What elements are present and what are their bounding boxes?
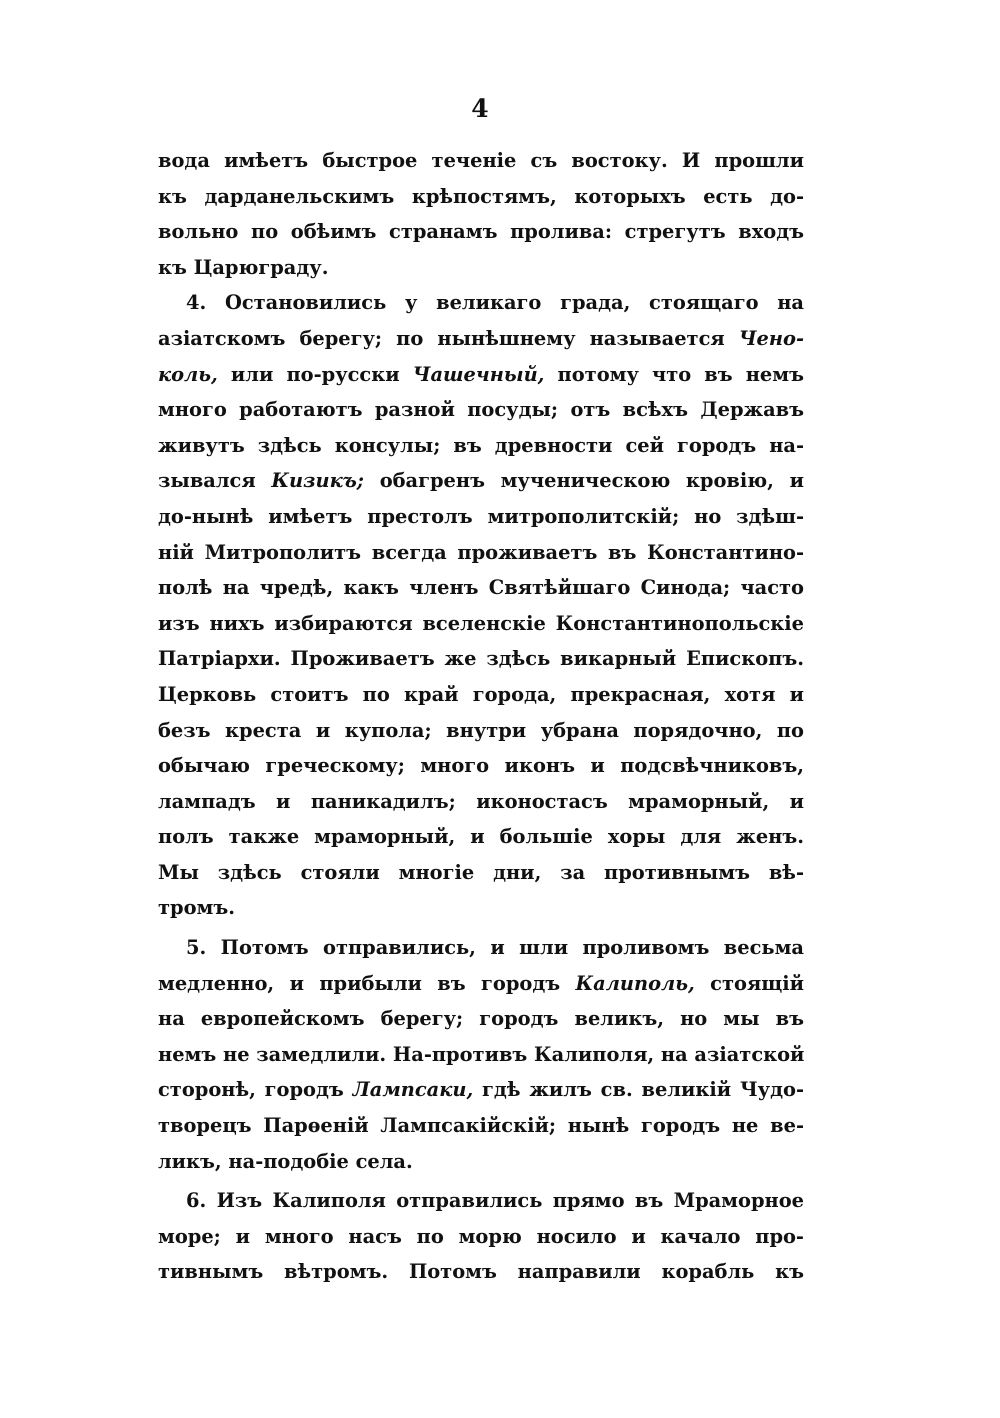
paragraph-3 bbox=[158, 930, 804, 1179]
paragraph-4 bbox=[158, 1183, 804, 1290]
text-line: живутъ здѣсь консулы; въ древности сей городъ на- bbox=[158, 433, 804, 457]
text-line: сторонѣ, городъ Лампсаки, гдѣ жилъ св. великій Чудо- bbox=[158, 1078, 804, 1102]
text-line: вода имѣетъ быстрое теченіе съ востоку. И прошли bbox=[158, 149, 804, 172]
text-line: обычаю греческому; много иконъ и подсвѣчниковъ, bbox=[158, 754, 804, 778]
text-line: лампадъ и паникадилъ; иконостасъ мраморный, и bbox=[158, 789, 804, 813]
text-line: на европейскомъ берегу; городъ великъ, но мы въ bbox=[158, 1007, 804, 1031]
text-line: 6. Изъ Калиполя отправились прямо въ Мраморное bbox=[186, 1189, 804, 1213]
text-line: къ дарданельскимъ крѣпостямъ, которыхъ есть до- bbox=[158, 184, 804, 208]
place-name: Кизикъ; bbox=[271, 469, 364, 493]
text-line: вольно по обѣимъ странамъ пролива: стрегутъ входъ bbox=[158, 220, 804, 244]
body-text bbox=[158, 143, 804, 1290]
place-name: Лампсаки, bbox=[352, 1078, 474, 1102]
text-line: къ Царюграду. bbox=[158, 255, 329, 279]
text-line: тивнымъ вѣтромъ. Потомъ направили корабль къ bbox=[158, 1260, 804, 1284]
place-name: Калиполь, bbox=[575, 971, 695, 995]
text-line: 4. Остановились у великаго града, стоящаго на bbox=[186, 291, 804, 315]
text-line: немъ не замедлили. На-противъ Калиполя, на азіатской bbox=[158, 1042, 805, 1066]
text-line: коль, или по-русски Чашечный, потому что въ немъ bbox=[158, 362, 804, 386]
place-name: коль, bbox=[158, 362, 218, 386]
text-line: Мы здѣсь стояли многіе дни, за противнымъ вѣ- bbox=[158, 860, 804, 884]
place-name: Чено- bbox=[738, 326, 804, 350]
text-line: полѣ на чредѣ, какъ членъ Святѣйшаго Синода; часто bbox=[158, 576, 804, 600]
text-line: много работаютъ разной посуды; отъ всѣхъ Державъ bbox=[158, 398, 804, 422]
text-line: Патріархи. Проживаетъ же здѣсь викарный Епископъ. bbox=[158, 647, 804, 671]
text-line: азіатскомъ берегу; по нынѣшнему называется Чено- bbox=[158, 326, 804, 350]
text-line: 5. Потомъ отправились, и шли проливомъ весьма bbox=[186, 936, 804, 960]
page-number: 4 bbox=[471, 94, 489, 123]
text-line: зывался Кизикъ; обагренъ мученическою кровію, и bbox=[158, 469, 804, 493]
text-line: море; и много насъ по морю носило и качало про- bbox=[158, 1224, 804, 1248]
text-line: медленно, и прибыли въ городъ Калиполь, стоящій bbox=[158, 971, 804, 995]
text-line: Церковь стоитъ по край города, прекрасная, хотя и bbox=[158, 682, 804, 706]
text-line: творецъ Парѳеній Лампсакійскій; нынѣ городъ не ве- bbox=[158, 1114, 804, 1138]
text-line: до-нынѣ имѣетъ престолъ митрополитскій; но здѣш- bbox=[158, 504, 804, 528]
place-name: Чашечный, bbox=[412, 362, 545, 386]
paragraph-1 bbox=[158, 143, 804, 285]
paragraph-2 bbox=[158, 285, 804, 926]
text-line: ній Митрополитъ всегда проживаетъ въ Константино- bbox=[158, 540, 804, 564]
text-line: ликъ, на-подобіе села. bbox=[158, 1149, 413, 1173]
text-line: тромъ. bbox=[158, 896, 235, 920]
text-line: безъ креста и купола; внутри убрана порядочно, по bbox=[158, 718, 804, 742]
text-line: полъ также мраморный, и большіе хоры для женъ. bbox=[158, 825, 804, 849]
text-line: изъ нихъ избираются вселенскіе Константинопольскіе bbox=[158, 611, 804, 635]
